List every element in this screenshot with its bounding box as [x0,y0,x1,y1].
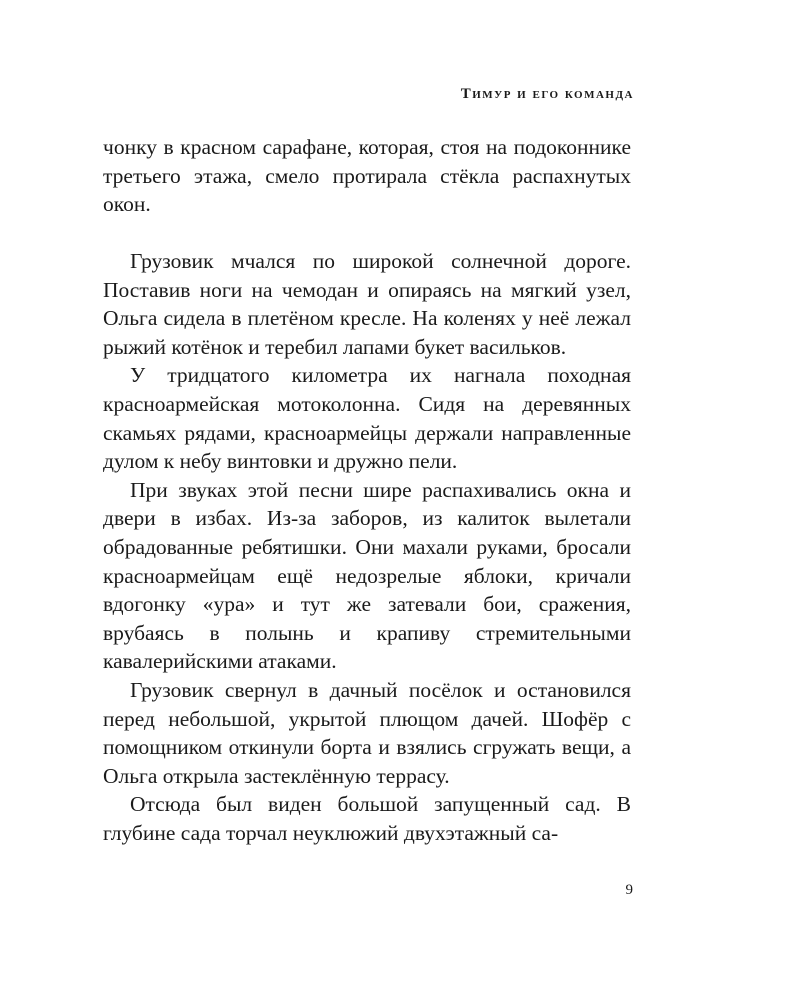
running-title: Тимур и его команда [460,86,634,102]
page-number: 9 [625,882,633,898]
paragraph: У тридцатого километра их нагнала походная красноармейская мотоколонна. Сидя на деревянных скамьях рядами, красноармейцы держали направленные дулом к небу винтовки и дружно пели. [103,363,631,474]
continuation-paragraph: чонку в красном сарафане, которая, стоя на подоконнике третьего этажа, смело протирала стёкла распахнутых окон. [103,135,631,217]
paragraph: Грузовик мчался по широкой солнечной дороге. Поставив ноги на чемодан и опираясь на мягкий узел, Ольга сидела в плетёном кресле. На коленях у неё лежал рыжий котёнок и теребил лапами букет васильков. [103,249,631,359]
body-text [103,247,631,847]
paragraph: Отсюда был виден большой запущенный сад. В глубине сада торчал неуклюжий двухэтажный са- [103,792,631,845]
paragraph: Грузовик свернул в дачный посёлок и остановился перед небольшой, укрытой плющом дачей. Шофёр с помощником откинули борта и взялись сгружать вещи, а Ольга открыла застеклённую террасу. [103,677,631,788]
paragraph: При звуках этой песни шире распахивались окна и двери в избах. Из-за заборов, из калиток вылетали обрадованные ребятишки. Они махали руками, бросали красноармейцам ещё недозрелые яблоки, кричали вдогонку «ура» и тут же затевали бои, сражения, врубаясь в полынь и крапиву стремительными кавалерийскими атаками. [103,477,631,674]
continuation-block [103,133,631,219]
